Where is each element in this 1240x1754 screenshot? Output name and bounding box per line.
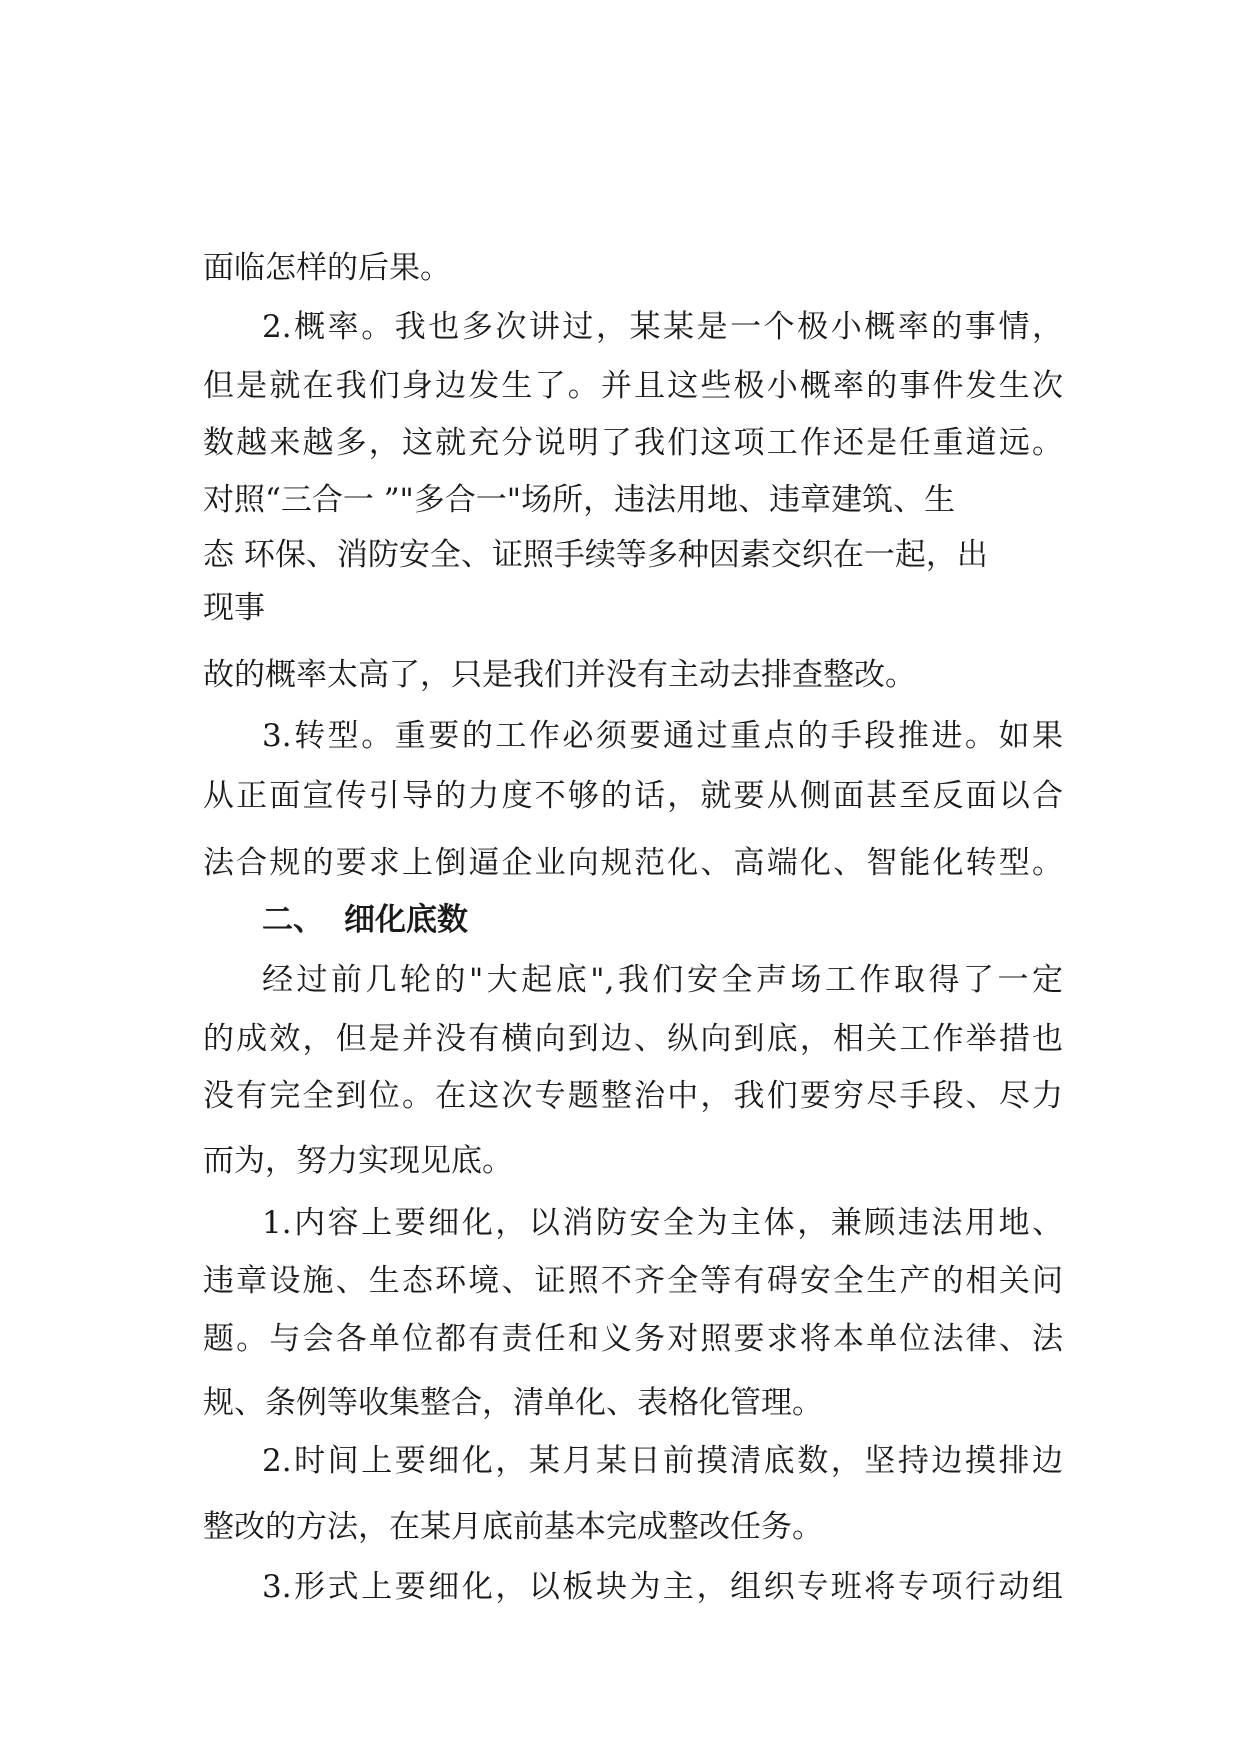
paragraph-line: 3.形式上要细化，以板块为主，组织专班将专项行动组 bbox=[262, 1569, 1063, 1605]
paragraph-line: 的成效，但是并没有横向到边、纵向到底，相关工作举措也 bbox=[203, 1021, 1063, 1057]
paragraph-line: 但是就在我们身边发生了。并且这些极小概率的事件发生次 bbox=[203, 368, 1063, 404]
paragraph-line: 现事 bbox=[203, 590, 265, 626]
paragraph-line: 故的概率太高了，只是我们并没有主动去排查整改。 bbox=[203, 657, 916, 693]
paragraph-line: 2.概率。我也多次讲过，某某是一个极小概率的事情， bbox=[262, 309, 1063, 345]
paragraph-line: 经过前几轮的"大起底",我们安全声场工作取得了一定 bbox=[262, 962, 1063, 998]
paragraph-line: 法合规的要求上倒逼企业向规范化、高端化、智能化转型。 bbox=[203, 845, 1063, 881]
paragraph-line: 面临怎样的后果。 bbox=[203, 250, 451, 286]
section-heading bbox=[262, 900, 468, 940]
paragraph-line: 3.转型。重要的工作必须要通过重点的手段推进。如果 bbox=[262, 718, 1063, 754]
section-title: 细化底数 bbox=[344, 902, 468, 938]
paragraph-line: 对照“三合一 ”"多合一"场所，违法用地、违章建筑、生 bbox=[203, 482, 956, 518]
paragraph-line: 题。与会各单位都有责任和义务对照要求将本单位法律、法 bbox=[203, 1321, 1063, 1357]
paragraph-line: 规、条例等收集整合，清单化、表格化管理。 bbox=[203, 1385, 823, 1421]
paragraph-line: 而为，努力实现见底。 bbox=[203, 1143, 513, 1179]
paragraph-line: 违章设施、生态环境、证照不齐全等有碍安全生产的相关问 bbox=[203, 1263, 1063, 1299]
paragraph-line: 没有完全到位。在这次专题整治中，我们要穷尽手段、尽力 bbox=[203, 1078, 1063, 1114]
paragraph-line: 2.时间上要细化，某月某日前摸清底数，坚持边摸排边 bbox=[262, 1443, 1063, 1479]
paragraph-line: 数越来越多，这就充分说明了我们这项工作还是任重道远。 bbox=[203, 425, 1063, 461]
paragraph-line: 态 环保、消防安全、证照手续等多种因素交织在一起，出 bbox=[203, 537, 988, 573]
section-number: 二、 bbox=[262, 902, 324, 938]
paragraph-line: 从正面宣传引导的力度不够的话，就要从侧面甚至反面以合 bbox=[203, 778, 1063, 814]
paragraph-line: 1.内容上要细化，以消防安全为主体，兼顾违法用地、 bbox=[262, 1205, 1063, 1241]
paragraph-line: 整改的方法，在某月底前基本完成整改任务。 bbox=[203, 1509, 823, 1545]
